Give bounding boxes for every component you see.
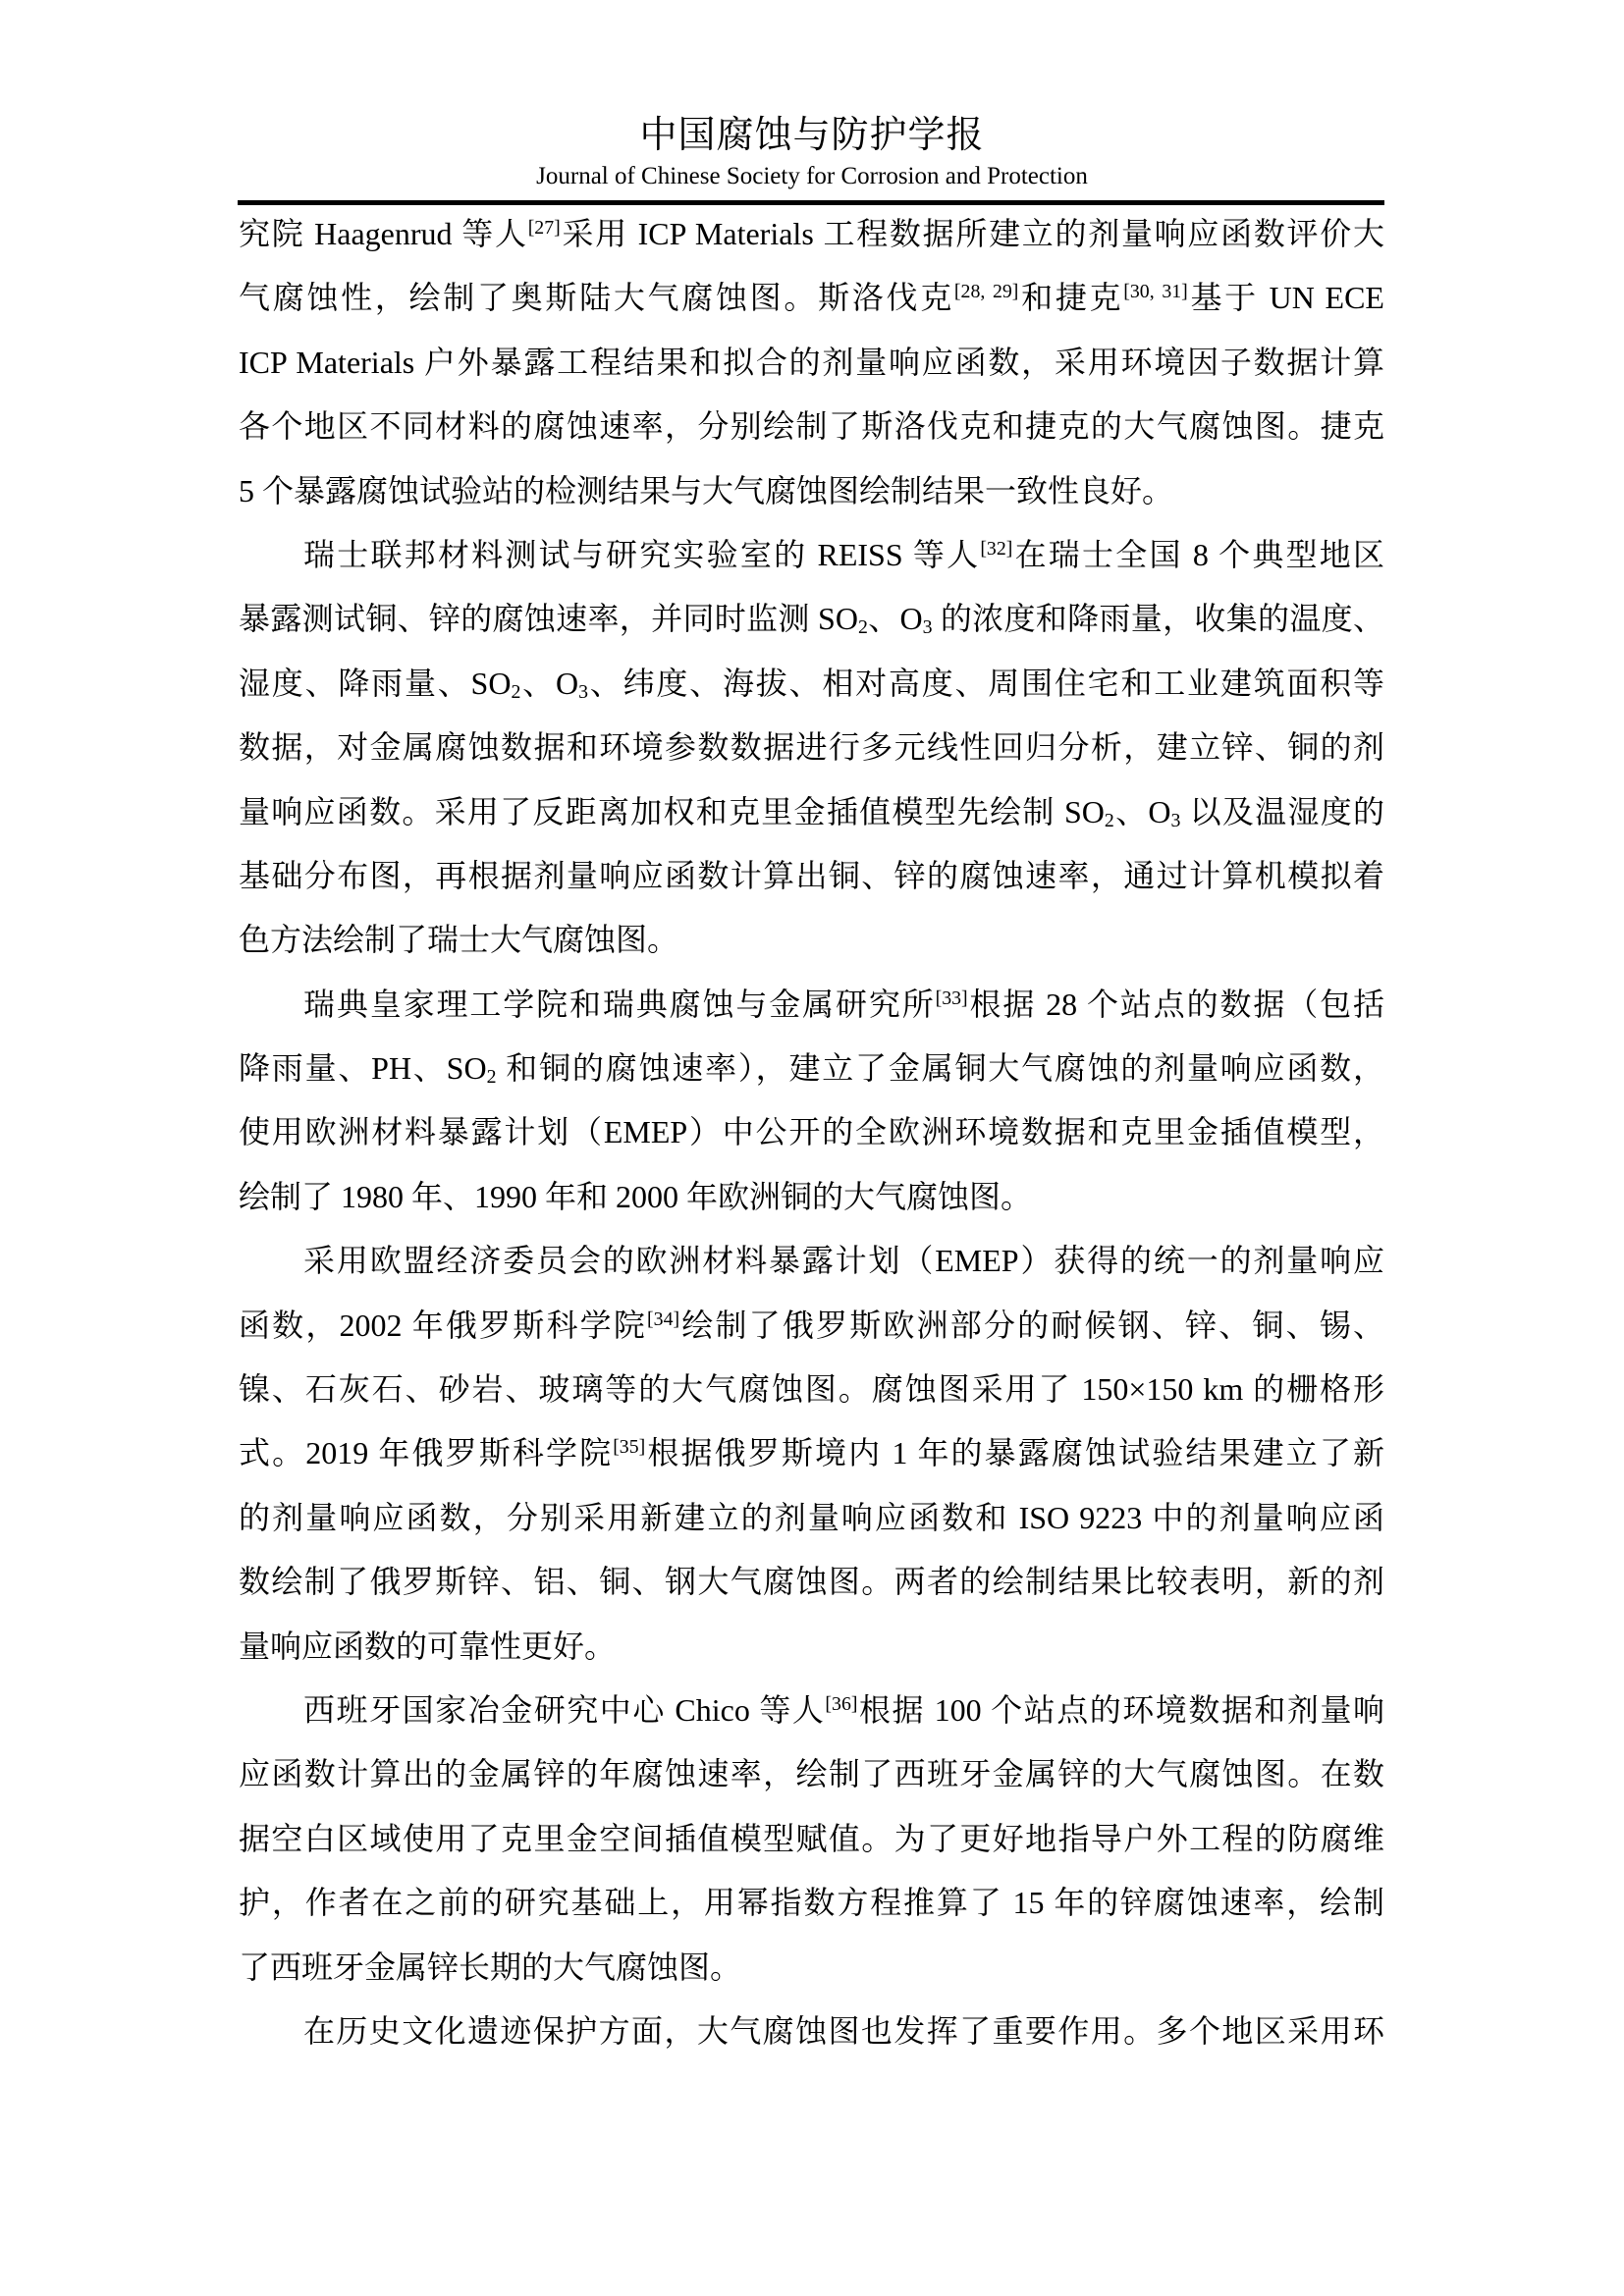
text-run: 函数，2002 年俄罗斯科学院 <box>239 1307 648 1343</box>
text-run: 和捷克 <box>1018 280 1124 316</box>
text-run: 采用欧盟经济委员会的欧洲材料暴露计划（EMEP）获得的统一的剂量响应 <box>303 1243 1384 1279</box>
text-run: 绘制了俄罗斯欧洲部分的耐候钢、锌、铜、锡、 <box>679 1307 1384 1343</box>
text-run: 根据 100 个站点的环境数据和剂量响 <box>857 1691 1384 1728</box>
citation-ref: [34] <box>647 1308 680 1330</box>
text-line-p5-l2 <box>239 1742 1384 1806</box>
text-run: 式。2019 年俄罗斯科学院 <box>239 1435 614 1471</box>
text-run: 气腐蚀性，绘制了奥斯陆大气腐蚀图。斯洛伐克 <box>239 280 954 316</box>
article-body <box>239 202 1384 2063</box>
text-run: 护，作者在之前的研究基础上，用幂指数方程推算了 15 年的锌腐蚀速率，绘制 <box>239 1885 1384 1921</box>
citation-ref: [35] <box>613 1436 646 1459</box>
text-line-p1-l4 <box>239 395 1384 458</box>
citation-ref: [28, 29] <box>953 281 1019 303</box>
text-run: 了西班牙金属锌长期的大气腐蚀图。 <box>239 1949 742 1985</box>
text-line-p3-l3 <box>239 1100 1384 1164</box>
citation-ref: [27] <box>527 217 561 240</box>
text-line-p2-l4 <box>239 716 1384 779</box>
text-run: 、O <box>1113 793 1171 829</box>
text-line-p6-l1 <box>239 2000 1384 2063</box>
chemical-subscript: 3 <box>922 616 933 639</box>
text-run: 湿度、降雨量、SO <box>239 665 512 701</box>
chemical-subscript: 2 <box>511 680 521 703</box>
text-run: 、纬度、海拔、相对高度、周围住宅和工业建筑面积等 <box>588 665 1384 701</box>
text-run: 量响应函数的可靠性更好。 <box>239 1628 617 1664</box>
text-run: 根据俄罗斯境内 1 年的暴露腐蚀试验结果建立了新 <box>645 1435 1384 1471</box>
citation-ref: [32] <box>980 538 1013 561</box>
text-run: 使用欧洲材料暴露计划（EMEP）中公开的全欧洲环境数据和克里金插值模型， <box>239 1114 1384 1150</box>
text-run: 在瑞士全国 8 个典型地区 <box>1012 536 1384 572</box>
text-run: 暴露测试铜、锌的腐蚀速率，并同时监测 SO <box>239 601 858 637</box>
text-line-p4-l3 <box>239 1358 1384 1421</box>
text-run: 量响应函数。采用了反距离加权和克里金插值模型先绘制 SO <box>239 793 1105 829</box>
text-run: 据空白区域使用了克里金空间插值模型赋值。为了更好地指导户外工程的防腐维 <box>239 1820 1384 1856</box>
text-line-p2-l6 <box>239 844 1384 908</box>
text-run: 数绘制了俄罗斯锌、铝、铜、钢大气腐蚀图。两者的绘制结果比较表明，新的剂 <box>239 1564 1384 1600</box>
chemical-subscript: 2 <box>1104 809 1114 831</box>
text-line-p3-l1 <box>239 973 1384 1037</box>
text-run: 、O <box>867 601 923 637</box>
text-line-p2-l5 <box>239 780 1384 844</box>
text-run: 各个地区不同材料的腐蚀速率，分别绘制了斯洛伐克和捷克的大气腐蚀图。捷克 <box>239 408 1384 445</box>
text-run: 数据，对金属腐蚀数据和环境参数数据进行多元线性回归分析，建立锌、铜的剂 <box>239 729 1384 766</box>
text-run: 的剂量响应函数，分别采用新建立的剂量响应函数和 ISO 9223 中的剂量响应函 <box>239 1499 1384 1535</box>
text-run: 的浓度和降雨量，收集的温度、 <box>932 601 1384 637</box>
text-line-p2-l1 <box>239 523 1384 587</box>
text-run: 瑞士联邦材料测试与研究实验室的 REISS 等人 <box>303 536 981 572</box>
text-line-p1-l5 <box>239 459 1384 523</box>
text-run: 以及温湿度的 <box>1180 793 1384 829</box>
text-line-p4-l2 <box>239 1294 1384 1358</box>
text-line-p4-l4 <box>239 1421 1384 1485</box>
text-run: 绘制了 1980 年、1990 年和 2000 年欧洲铜的大气腐蚀图。 <box>239 1178 1033 1214</box>
journal-title-chinese: 中国腐蚀与防护学报 <box>639 115 985 156</box>
chemical-subscript: 2 <box>857 616 868 639</box>
chemical-subscript: 3 <box>578 680 588 703</box>
chemical-subscript: 3 <box>1170 809 1181 831</box>
text-line-p5-l5 <box>239 1936 1384 2000</box>
text-run: 色方法绘制了瑞士大气腐蚀图。 <box>239 922 679 958</box>
text-line-p5-l3 <box>239 1807 1384 1871</box>
text-line-p2-l7 <box>239 908 1384 972</box>
text-line-p1-l3 <box>239 331 1384 395</box>
text-run: 采用 ICP Materials 工程数据所建立的剂量响应函数评价大 <box>560 216 1384 251</box>
text-line-p1-l1 <box>239 202 1384 266</box>
text-line-p5-l4 <box>239 1871 1384 1935</box>
text-run: 应函数计算出的金属锌的年腐蚀速率，绘制了西班牙金属锌的大气腐蚀图。在数 <box>239 1756 1384 1792</box>
text-run: 基于 UN ECE <box>1187 280 1384 316</box>
text-line-p5-l1 <box>239 1679 1384 1742</box>
citation-ref: [36] <box>825 1693 858 1716</box>
text-line-p3-l2 <box>239 1037 1384 1100</box>
text-run: 、O <box>520 665 579 701</box>
text-line-p3-l4 <box>239 1165 1384 1229</box>
text-line-p4-l6 <box>239 1550 1384 1614</box>
text-run: 根据 28 个站点的数据（包括 <box>967 986 1384 1022</box>
chemical-subscript: 2 <box>486 1066 497 1089</box>
text-run: 和铜的腐蚀速率），建立了金属铜大气腐蚀的剂量响应函数， <box>496 1050 1384 1087</box>
text-line-p4-l1 <box>239 1229 1384 1293</box>
text-run: 瑞典皇家理工学院和瑞典腐蚀与金属研究所 <box>303 986 936 1022</box>
text-line-p2-l2 <box>239 587 1384 651</box>
text-run: 究院 Haagenrud 等人 <box>239 216 528 251</box>
journal-title-english: Journal of Chinese Society for Corrosion and Protection <box>536 163 1088 189</box>
text-line-p1-l2 <box>239 266 1384 330</box>
text-run: 降雨量、PH、SO <box>239 1050 487 1087</box>
text-run: 在历史文化遗迹保护方面，大气腐蚀图也发挥了重要作用。多个地区采用环 <box>303 2012 1384 2049</box>
text-run: 西班牙国家冶金研究中心 Chico 等人 <box>303 1691 826 1728</box>
text-line-p4-l7 <box>239 1615 1384 1679</box>
text-run: 镍、石灰石、砂岩、玻璃等的大气腐蚀图。腐蚀图采用了 150×150 km 的栅格形 <box>239 1371 1384 1408</box>
citation-ref: [30, 31] <box>1123 281 1188 303</box>
citation-ref: [33] <box>935 987 968 1009</box>
text-run: 5 个暴露腐蚀试验站的检测结果与大气腐蚀图绘制结果一致性良好。 <box>239 472 1174 508</box>
text-run: ICP Materials 户外暴露工程结果和拟合的剂量响应函数，采用环境因子数据计算 <box>239 344 1384 380</box>
text-line-p2-l3 <box>239 652 1384 716</box>
text-run: 基础分布图，再根据剂量响应函数计算出铜、锌的腐蚀速率，通过计算机模拟着 <box>239 857 1384 893</box>
text-line-p4-l5 <box>239 1486 1384 1550</box>
